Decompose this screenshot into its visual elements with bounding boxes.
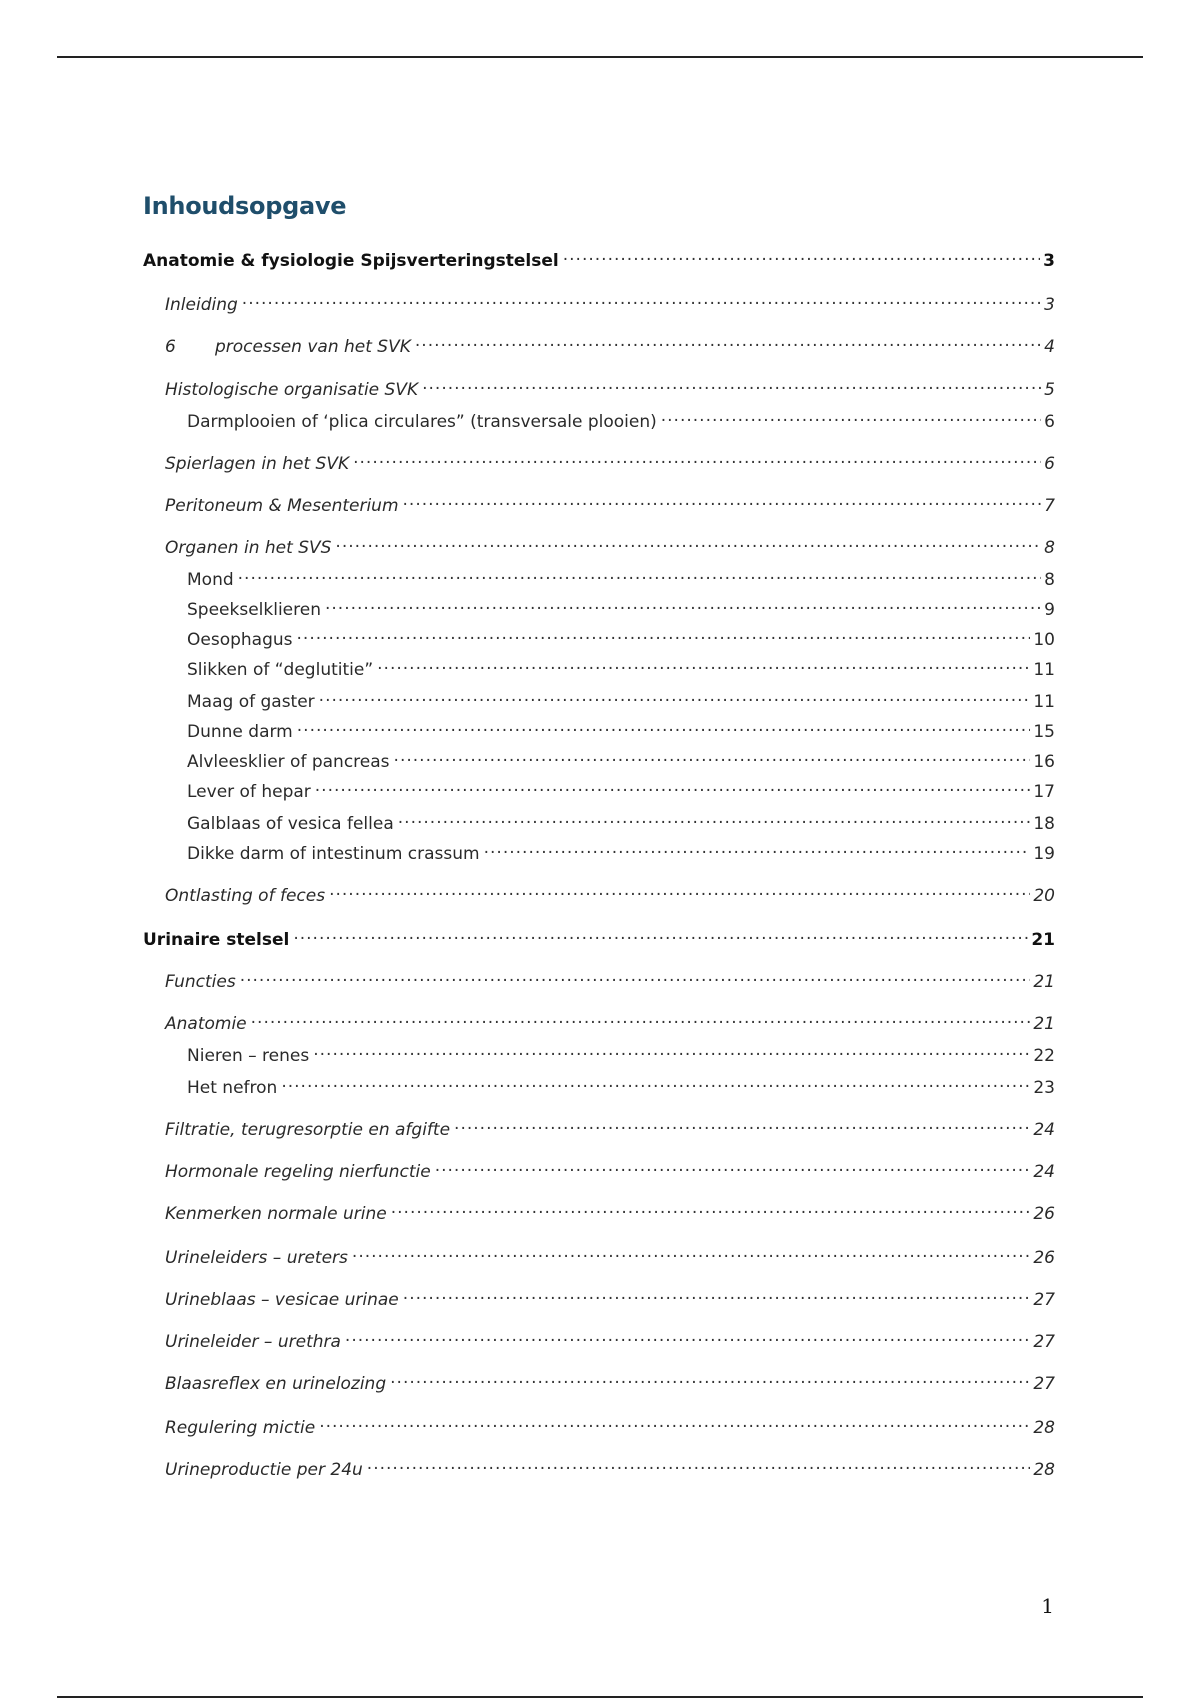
toc-entry-label: Histologische organisatie SVK [165,380,419,400]
dot-leader [319,1411,1030,1433]
toc-entry-label: Maag of gaster [187,692,315,712]
toc-entry[interactable] [165,965,1055,992]
toc-entry[interactable] [165,1241,1055,1268]
toc-entry-label: Urinaire stelsel [143,930,290,950]
dot-leader [297,623,1031,645]
dot-leader [281,1071,1030,1093]
toc-entry-label: Ontlasting of feces [165,886,326,906]
toc-entry-number: 6 [165,337,176,357]
toc-entry-label: Dunne darm [187,722,293,742]
toc-entry[interactable] [165,1007,1055,1034]
toc-entry-page: 16 [1033,752,1055,772]
toc-entry-page: 3 [1043,251,1055,271]
dot-leader [391,1197,1031,1219]
toc-entry-page: 28 [1033,1418,1055,1438]
toc-entry-label: Lever of hepar [187,782,311,802]
dot-leader [403,489,1042,511]
toc-entry-page: 18 [1033,814,1055,834]
dot-leader [367,1453,1031,1475]
toc-entry[interactable] [165,1411,1055,1438]
dot-leader [242,288,1041,310]
toc-entry-page: 4 [1044,337,1055,357]
toc-entry[interactable] [165,1113,1055,1140]
toc-entry[interactable] [187,715,1055,742]
dot-leader [297,715,1031,737]
toc-entry-label: processen van het SVK [215,337,411,357]
toc-entry-page: 22 [1033,1046,1055,1066]
toc-entry[interactable] [187,1071,1055,1098]
toc-entry-page: 3 [1044,295,1055,315]
toc-entry-page: 17 [1033,782,1055,802]
toc-entry[interactable] [187,685,1055,712]
toc-entry[interactable] [165,531,1055,558]
toc-entry[interactable] [187,1039,1055,1066]
toc-entry-label: Het nefron [187,1078,278,1098]
toc-entry-page: 24 [1033,1162,1055,1182]
dot-leader [325,593,1041,615]
dot-leader [415,330,1041,352]
toc-entry-page: 10 [1033,630,1055,650]
toc-entry-label: Alvleesklier of pancreas [187,752,390,772]
dot-leader [352,1241,1030,1263]
dot-leader [319,685,1031,707]
toc-entry-page: 24 [1033,1120,1055,1140]
toc-entry-label: Darmplooien of ‘plica circulares” (transversale plooien) [187,412,657,432]
toc-entry-page: 15 [1033,722,1055,742]
toc-entry-label: Speekselklieren [187,600,321,620]
toc-entry-label: Mond [187,570,234,590]
dot-leader [454,1113,1030,1135]
toc-entry-page: 21 [1033,1014,1055,1034]
dot-leader [377,653,1030,675]
toc-entry[interactable] [187,837,1055,864]
toc-entry-label: Dikke darm of intestinum crassum [187,844,480,864]
toc-entry[interactable] [165,489,1055,516]
toc-entry[interactable] [165,1325,1055,1352]
toc-entry[interactable] [165,879,1055,906]
toc-entry-page: 7 [1044,496,1055,516]
toc-entry[interactable] [187,563,1055,590]
toc-entry-label: Organen in het SVS [165,538,332,558]
toc-entry-page: 5 [1044,380,1055,400]
toc-entry[interactable] [187,593,1055,620]
toc-entry-page: 27 [1033,1374,1055,1394]
toc-entry[interactable] [143,244,1055,271]
toc-entry-page: 19 [1033,844,1055,864]
toc-entry-label: Spierlagen in het SVK [165,454,350,474]
dot-leader [353,447,1041,469]
toc-entry[interactable] [187,745,1055,772]
toc-entry-page: 9 [1044,600,1055,620]
toc-entry-label: Filtratie, terugresorptie en afgifte [165,1120,451,1140]
toc-entry-page: 6 [1044,412,1055,432]
toc-entry-label: Functies [165,972,236,992]
toc-entry-label: Inleiding [165,295,238,315]
toc-entry[interactable] [165,1367,1055,1394]
toc-entry-page: 26 [1033,1204,1055,1224]
toc-entry-label: Kenmerken normale urine [165,1204,387,1224]
toc-entry-label: Slikken of “deglutitie” [187,660,374,680]
toc-entry-label: Oesophagus [187,630,293,650]
toc-entry-page: 21 [1031,930,1055,950]
dot-leader [240,965,1031,987]
toc-entry[interactable] [143,923,1055,950]
toc-entry-page: 28 [1033,1460,1055,1480]
toc-entry[interactable] [165,1453,1055,1480]
toc-entry-page: 27 [1033,1290,1055,1310]
dot-leader [329,879,1030,901]
dot-leader [390,1367,1030,1389]
toc-entry-page: 23 [1033,1078,1055,1098]
toc-entry[interactable] [187,653,1055,680]
toc-entry-page: 21 [1033,972,1055,992]
toc-entry-page: 20 [1033,886,1055,906]
toc-entry-page: 8 [1044,538,1055,558]
toc-entry-page: 11 [1033,660,1055,680]
toc-entry-page: 8 [1044,570,1055,590]
header-rule [57,56,1143,58]
toc-entry-page: 27 [1033,1332,1055,1352]
toc-entry-page: 26 [1033,1248,1055,1268]
toc-entry-label: Nieren – renes [187,1046,310,1066]
dot-leader [238,563,1042,585]
toc-entry[interactable] [165,1197,1055,1224]
toc-entry-label: Blaasreflex en urinelozing [165,1374,387,1394]
dot-leader [435,1155,1031,1177]
toc-entry-label: Urineblaas – vesicae urinae [165,1290,399,1310]
toc-entry[interactable] [187,623,1055,650]
toc-entry-label: Peritoneum & Mesenterium [165,496,399,516]
dot-leader [313,1039,1030,1061]
toc-entry[interactable] [187,405,1055,432]
dot-leader [422,373,1041,395]
toc-entry[interactable] [187,807,1055,834]
toc-entry[interactable] [187,775,1055,802]
toc-entry-page: 11 [1033,692,1055,712]
dot-leader [293,923,1028,945]
toc-entry-label: Regulering mictie [165,1418,316,1438]
dot-leader [484,837,1031,859]
toc-entry-label: Hormonale regeling nierfunctie [165,1162,431,1182]
dot-leader [251,1007,1031,1029]
dot-leader [563,244,1040,266]
toc-entry[interactable] [165,1283,1055,1310]
toc-entry-page: 6 [1044,454,1055,474]
page-number: 1 [1041,1594,1054,1618]
dot-leader [661,405,1041,427]
dot-leader [398,807,1031,829]
toc-entry[interactable] [165,330,1055,357]
dot-leader [335,531,1041,553]
toc-entry-label: Urineproductie per 24u [165,1460,363,1480]
dot-leader [394,745,1031,767]
toc-title: Inhoudsopgave [143,192,347,220]
toc-entry[interactable] [165,373,1055,400]
toc-entry-label: Anatomie & fysiologie Spijsverteringstelsel [143,251,559,271]
dot-leader [315,775,1031,797]
dot-leader [345,1325,1030,1347]
toc-entry-label: Urineleider – urethra [165,1332,341,1352]
dot-leader [403,1283,1031,1305]
footer-rule [57,1696,1143,1698]
toc-entry-label: Urineleiders – ureters [165,1248,348,1268]
toc-entry[interactable] [165,1155,1055,1182]
toc-entry[interactable] [165,288,1055,315]
toc-entry[interactable] [165,447,1055,474]
toc-entry-label: Galblaas of vesica fellea [187,814,394,834]
toc-entry-label: Anatomie [165,1014,247,1034]
